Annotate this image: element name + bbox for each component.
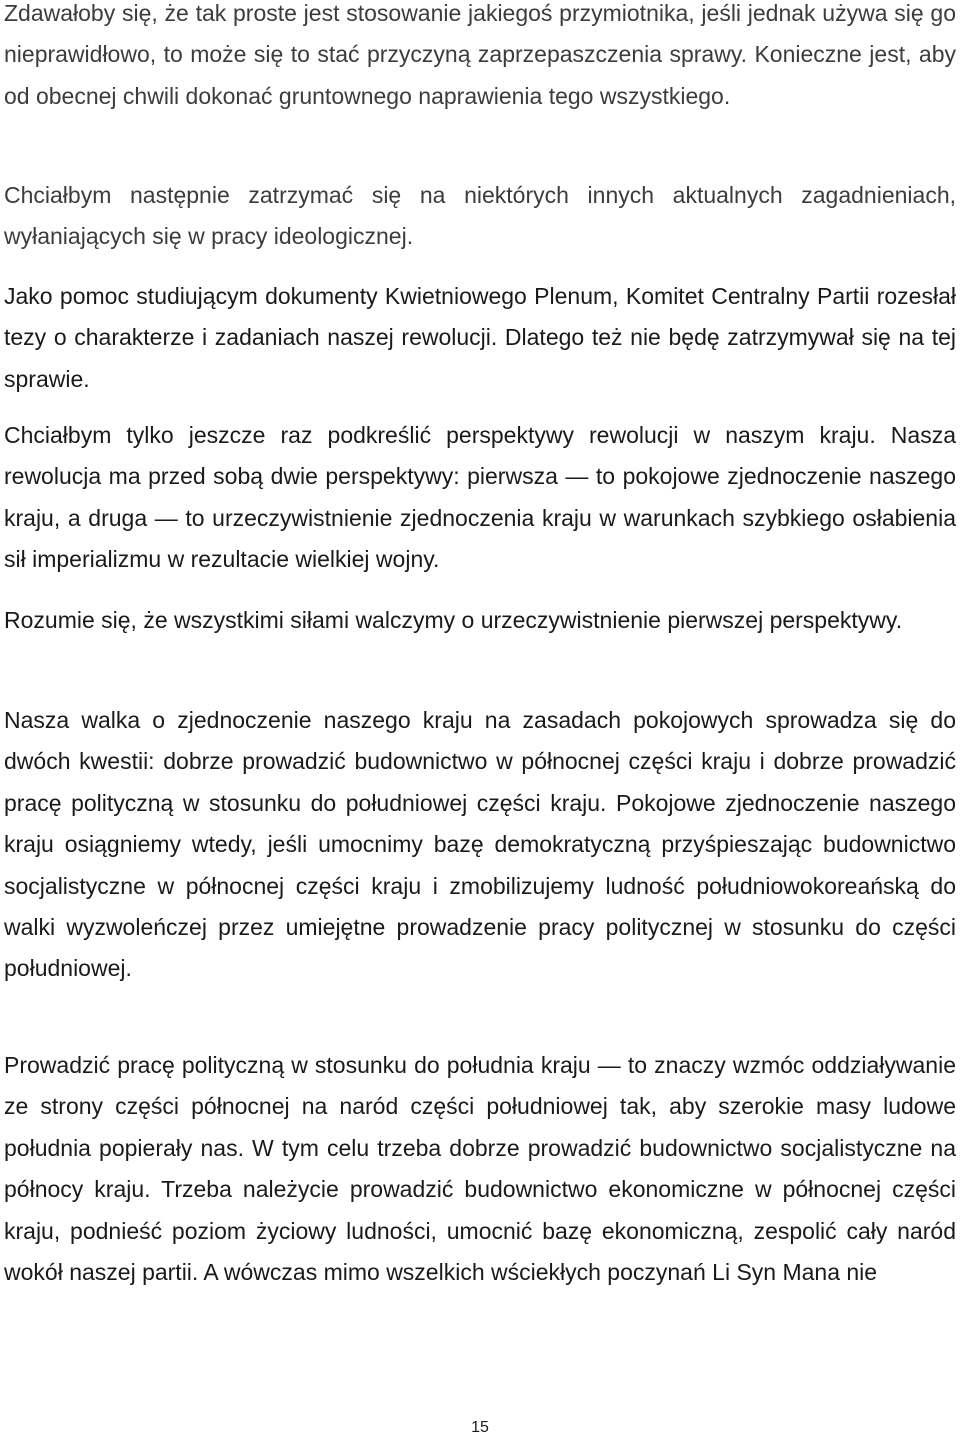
document-page (4, 0, 956, 1440)
paragraph-7: Prowadzić pracę polityczną w stosunku do południa kraju — to znaczy wzmóc oddziaływanie ze strony części północnej na naród części południowej tak, aby szerokie masy ludowe południa popierały nas. W tym celu trzeba dobrze prowadzić budownictwo socjalistyczne na północy kraju. Trzeba należycie prowadzić budownictwo ekonomiczne w północnej części kraju, podnieść poziom życiowy ludności, umocnić bazę ekonomiczną, zespolić cały naród wokół naszej partii. A wówczas mimo wszelkich wściekłych poczynań Li Syn Mana nie (4, 1052, 956, 1286)
paragraph-1: Zdawałoby się, że tak proste jest stosowanie jakiegoś przymiotnika, jeśli jednak używa się go nieprawidłowo, to może się to stać przyczyną zaprzepaszczenia sprawy. Konieczne jest, aby od obecnej chwili dokonać gruntownego naprawienia tego wszystkiego. (4, 0, 956, 109)
page-number: 15 (471, 1419, 489, 1436)
paragraph-5: Rozumie się, że wszystkimi siłami walczymy o urzeczywistnienie pierwszej perspektywy. (4, 607, 903, 633)
paragraph-2: Chciałbym następnie zatrzymać się na niektórych innych aktualnych zagadnieniach, wyłaniających się w pracy ideologicznej. (4, 182, 956, 250)
paragraph-4: Chciałbym tylko jeszcze raz podkreślić perspektywy rewolucji w naszym kraju. Nasza rewolucja ma przed sobą dwie perspektywy: pierwsza — to pokojowe zjednoczenie naszego kraju, a druga — to urzeczywistnienie zjednoczenia kraju w warunkach szybkiego osłabienia sił imperializmu w rezultacie wielkiej wojny. (4, 422, 956, 573)
paragraph-3: Jako pomoc studiującym dokumenty Kwietniowego Plenum, Komitet Centralny Partii rozesłał tezy o charakterze i zadaniach naszej rewolucji. Dlatego też nie będę zatrzymywał się na tej sprawie. (4, 283, 956, 392)
paragraph-6: Nasza walka o zjednoczenie naszego kraju na zasadach pokojowych sprowadza się do dwóch kwestii: dobrze prowadzić budownictwo w północnej części kraju i dobrze prowadzić pracę polityczną w stosunku do południowej części kraju. Pokojowe zjednoczenie naszego kraju osiągniemy wtedy, jeśli umocnimy bazę demokratyczną przyśpieszając budownictwo socjalistyczne w północnej części kraju i zmobilizujemy ludność południowokoreańską do walki wyzwoleńczej przez umiejętne prowadzenie pracy politycznej w stosunku do części południowej. (4, 707, 956, 982)
